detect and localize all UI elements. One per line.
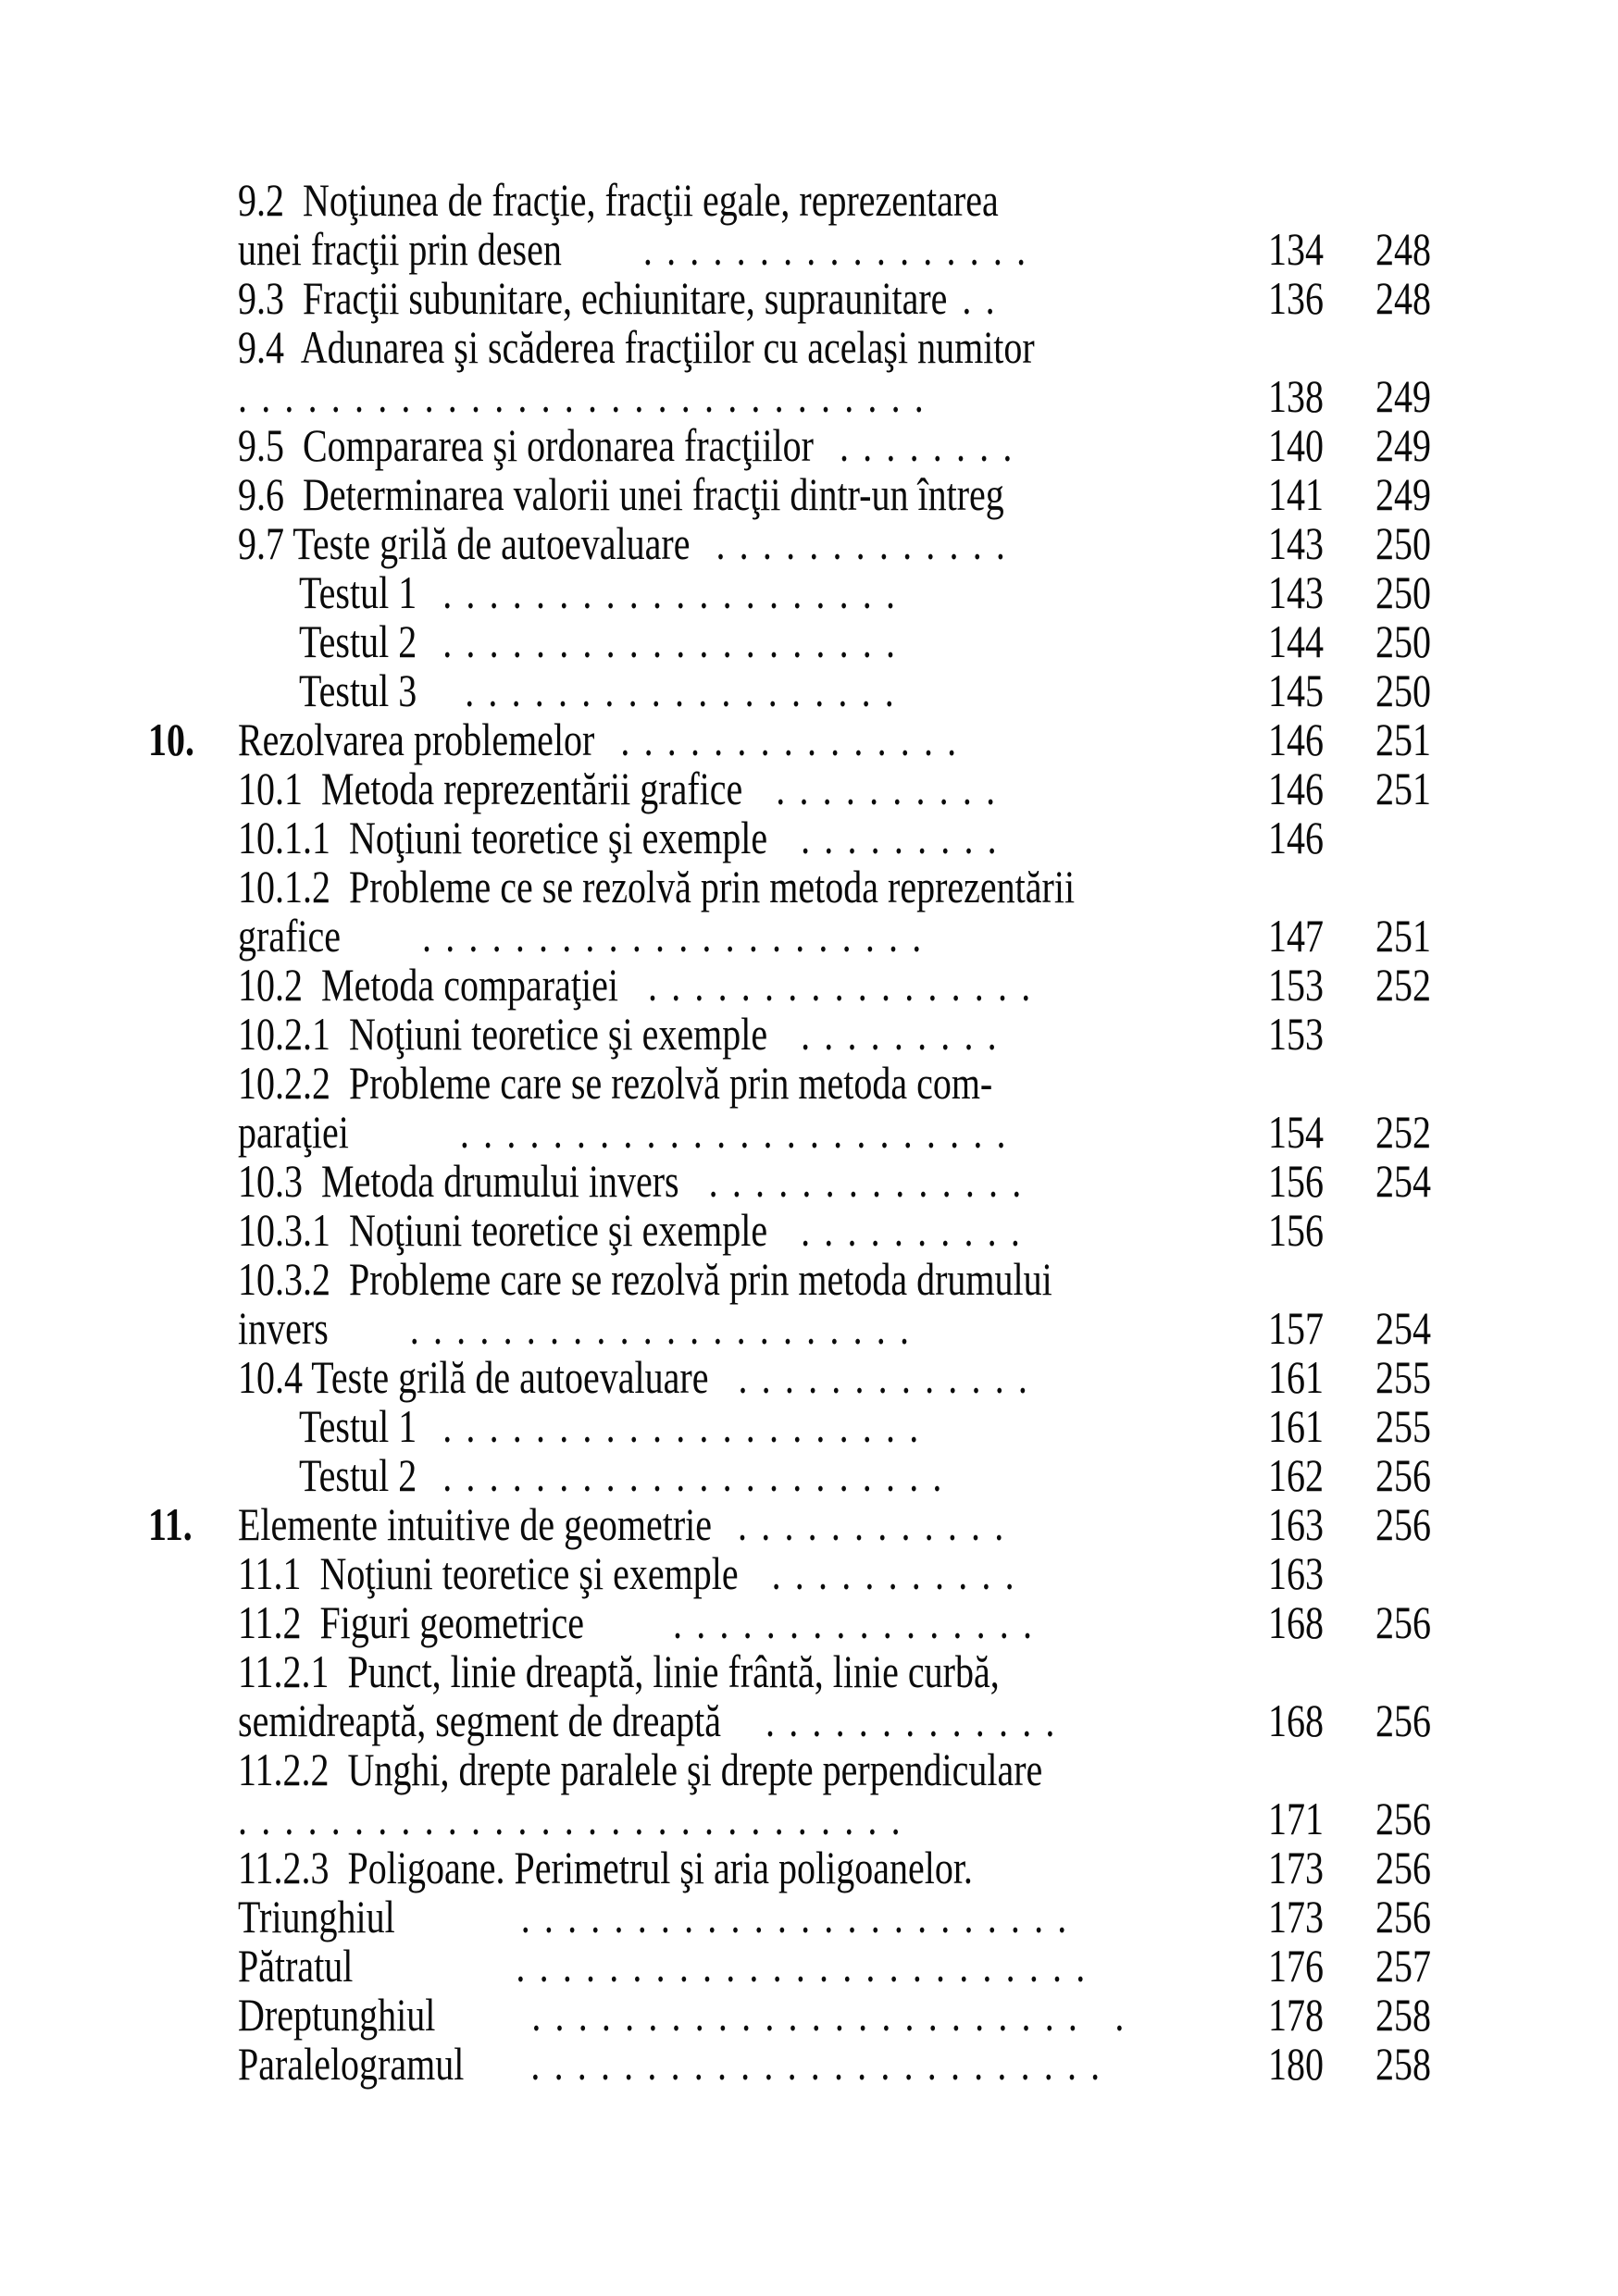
dot-leader: .............................	[238, 1793, 915, 1844]
toc-entry-text: 10.2 Metoda comparaţiei	[238, 959, 618, 1011]
page-number-col2: 254	[1375, 1302, 1431, 1354]
page-number-col2: 254	[1375, 1155, 1431, 1207]
toc-line	[238, 1696, 1069, 1745]
toc-row	[0, 323, 1618, 372]
toc-row	[0, 1549, 1618, 1598]
page-number-col2: 256	[1375, 1842, 1431, 1893]
page-number-col1: 134	[1268, 223, 1324, 275]
toc-row	[0, 666, 1618, 715]
page-number-col1: 163	[1268, 1547, 1324, 1599]
page-number-col1: 143	[1268, 566, 1324, 618]
toc-entry-text: 11.2.1 Punct, linie dreaptă, linie frântă, linie curbă,	[238, 1645, 1000, 1697]
dot-leader: ....................	[442, 566, 910, 618]
page-number-col2: 248	[1375, 223, 1431, 275]
dot-leader: ............	[738, 1498, 1018, 1550]
page-number-col2: 255	[1375, 1351, 1431, 1403]
page-number-col1: 168	[1268, 1694, 1324, 1746]
page-number-col2: 256	[1375, 1793, 1431, 1844]
toc-row	[0, 274, 1618, 323]
page-number-col2: 258	[1375, 1989, 1431, 2041]
toc-line	[238, 715, 970, 764]
dot-leader: ........................	[459, 1106, 1020, 1158]
toc-row	[0, 617, 1618, 666]
toc-row	[0, 372, 1618, 421]
dot-leader: .................	[642, 223, 1040, 275]
toc-entry-text: 10.2.1 Noţiuni teoretice şi exemple	[238, 1008, 768, 1060]
toc-row	[0, 1647, 1618, 1696]
page-number-col2: 255	[1375, 1400, 1431, 1452]
page-number-col1: 161	[1268, 1400, 1324, 1452]
dot-leader: ........................ .	[531, 1989, 1139, 2041]
toc-row	[0, 470, 1618, 519]
page-number-col1: 163	[1268, 1498, 1324, 1550]
toc-line	[299, 1451, 956, 1500]
dot-leader: ......................	[409, 1302, 924, 1354]
toc-row	[0, 2040, 1618, 2089]
toc-row	[0, 519, 1618, 568]
toc-line	[238, 1010, 1011, 1059]
page-number-col1: 153	[1268, 959, 1324, 1011]
page-number-col1: 156	[1268, 1155, 1324, 1207]
toc-row	[0, 1598, 1618, 1647]
page-number-col2: 250	[1375, 566, 1431, 618]
toc-line	[299, 1402, 932, 1451]
page-number-col2: 248	[1375, 272, 1431, 324]
toc-entry-text: 10.3 Metoda drumului invers	[238, 1155, 679, 1207]
page-number-col2: 249	[1375, 419, 1431, 471]
page-number-col1: 173	[1268, 1891, 1324, 1942]
page-number-col1: 176	[1268, 1940, 1324, 1992]
page-number-col1: 138	[1268, 370, 1324, 422]
page-number-col2: 250	[1375, 517, 1431, 569]
page-number-col1: 180	[1268, 2038, 1324, 2090]
toc-entry-text: 11.2.3 Poligoane. Perimetrul şi aria poligoanelor.	[238, 1842, 973, 1893]
toc-row	[0, 1206, 1618, 1255]
toc-entry-text: 11.2 Figuri geometrice	[238, 1596, 584, 1648]
toc-line	[238, 1598, 1046, 1647]
toc-line	[238, 1059, 992, 1108]
toc-entry-text: Testul 2	[299, 1449, 417, 1501]
page-number-col1: 162	[1268, 1449, 1324, 1501]
dot-leader: .............	[738, 1351, 1042, 1403]
toc-entry-text: 9.4 Adunarea şi scăderea fracţiilor cu acelaşi numitor	[238, 321, 1035, 373]
toc-entry-text: Testul 1	[299, 1400, 417, 1452]
dot-leader: ..	[962, 272, 1009, 324]
page-number-col2: 252	[1375, 959, 1431, 1011]
toc-entry-text: 9.6 Determinarea valorii unei fracţii dintr-un întreg	[238, 468, 1004, 520]
dot-leader: ..........	[801, 1204, 1035, 1256]
toc-line	[238, 372, 938, 421]
toc-entry-text: 10.3.1 Noţiuni teoretice şi exemple	[238, 1204, 768, 1256]
toc-row	[0, 1010, 1618, 1059]
dot-leader: ........................	[520, 1891, 1081, 1942]
toc-entry-text: 9.7 Teste grilă de autoevaluare	[238, 517, 691, 569]
toc-line	[238, 1843, 973, 1893]
dot-leader: .....................	[442, 1400, 933, 1452]
page-number-col2: 258	[1375, 2038, 1431, 2090]
toc-line	[238, 1745, 1042, 1794]
toc-row	[0, 1402, 1618, 1451]
page-number-col1: 147	[1268, 910, 1324, 962]
toc-row	[0, 961, 1618, 1010]
toc-entry-text: Triunghiul	[238, 1891, 395, 1942]
toc-entry-text: 11.1 Noţiuni teoretice şi exemple	[238, 1547, 739, 1599]
toc-row	[0, 568, 1618, 617]
toc-line	[299, 617, 909, 666]
page-number-col2: 256	[1375, 1449, 1431, 1501]
toc-row	[0, 1991, 1618, 2040]
toc-row	[0, 764, 1618, 813]
page-number-col2: 249	[1375, 468, 1431, 520]
toc-row	[0, 1157, 1618, 1206]
toc-line	[238, 961, 1044, 1010]
toc-row	[0, 912, 1618, 961]
toc-row	[0, 1059, 1618, 1108]
dot-leader: ......................	[422, 910, 936, 962]
toc-entry-text: grafice	[238, 910, 342, 962]
toc-line	[299, 666, 908, 715]
page-number-col2: 256	[1375, 1498, 1431, 1550]
dot-leader: .............	[765, 1694, 1069, 1746]
toc-line	[238, 813, 1011, 863]
toc-line	[238, 470, 1004, 519]
toc-entry-text: 10.1 Metoda reprezentării grafice	[238, 763, 743, 814]
page-number-col2: 250	[1375, 664, 1431, 716]
toc-row	[0, 1451, 1618, 1500]
page-number-col1: 146	[1268, 714, 1324, 765]
page-number-col2: 256	[1375, 1596, 1431, 1648]
toc-line	[238, 1500, 1017, 1549]
toc-line	[238, 1255, 1052, 1304]
dot-leader: .........................	[530, 2038, 1114, 2090]
toc-entry-text: 10.1.2 Probleme ce se rezolvă prin metoda reprezentării	[238, 861, 1076, 912]
toc-entry-text: Dreptunghiul	[238, 1989, 436, 2041]
toc-line	[238, 1794, 915, 1843]
toc-line	[238, 1157, 1035, 1206]
toc-line	[299, 568, 909, 617]
toc-entry-text: Testul 2	[299, 615, 417, 667]
dot-leader: .........	[801, 1008, 1011, 1060]
page-number-col1: 153	[1268, 1008, 1324, 1060]
toc-row	[0, 1304, 1618, 1353]
toc-line	[238, 323, 1035, 372]
toc-line	[238, 1942, 1099, 1991]
page-number-col1: 154	[1268, 1106, 1324, 1158]
toc-row	[0, 1745, 1618, 1794]
toc-row	[0, 715, 1618, 764]
page-number-col2: 251	[1375, 714, 1431, 765]
page-number-col1: 178	[1268, 1989, 1324, 2041]
toc-row	[0, 1255, 1618, 1304]
page-number-col2: 257	[1375, 1940, 1431, 1992]
toc-line	[238, 176, 999, 225]
page-number-col2: 250	[1375, 615, 1431, 667]
page-number-col1: 161	[1268, 1351, 1324, 1403]
toc-row	[0, 1794, 1618, 1843]
dot-leader: ..........	[776, 763, 1010, 814]
toc-entry-text: 9.5 Compararea şi ordonarea fracţiilor	[238, 419, 814, 471]
toc-entry-text: 10.3.2 Probleme care se rezolvă prin metoda drumului	[238, 1253, 1052, 1305]
toc-row	[0, 1942, 1618, 1991]
toc-entry-text: Paralelogramul	[238, 2038, 465, 2090]
toc-line	[238, 1206, 1034, 1255]
toc-entry-text: 10.4 Teste grilă de autoevaluare	[238, 1351, 709, 1403]
toc-entry-text: 9.3 Fracţii subunitare, echiunitare, supraunitare	[238, 272, 948, 324]
toc-line	[238, 764, 1009, 813]
toc-line	[238, 274, 1009, 323]
chapter-number: 10.	[148, 714, 194, 765]
dot-leader: .................	[647, 959, 1045, 1011]
page-number-col1: 173	[1268, 1842, 1324, 1893]
page-number-col1: 141	[1268, 468, 1324, 520]
page-number-col1: 140	[1268, 419, 1324, 471]
toc-line	[238, 1893, 1080, 1942]
page-number-col1: 143	[1268, 517, 1324, 569]
dot-leader: ..............	[708, 1155, 1036, 1207]
toc-line	[238, 1991, 1139, 2040]
toc-line	[238, 1647, 1000, 1696]
toc-entry-text: Elemente intuitive de geometrie	[238, 1498, 713, 1550]
toc-row	[0, 813, 1618, 863]
toc-line	[238, 421, 1027, 470]
dot-leader: .............	[716, 517, 1020, 569]
page-number-col2: 256	[1375, 1694, 1431, 1746]
page-number-col1: 136	[1268, 272, 1324, 324]
page-number-col2: 251	[1375, 910, 1431, 962]
dot-leader: ................	[672, 1596, 1047, 1648]
toc-entry-text: invers	[238, 1302, 329, 1354]
page-number-col2: 251	[1375, 763, 1431, 814]
toc-row	[0, 1108, 1618, 1157]
dot-leader: ...................	[465, 664, 908, 716]
toc-entry-text: Testul 3	[299, 664, 417, 716]
toc-entry-text: 11.2.2 Unghi, drepte paralele şi drepte perpendiculare	[238, 1744, 1043, 1795]
dot-leader: .........................	[516, 1940, 1100, 1992]
toc-line	[238, 912, 935, 961]
toc-line	[238, 1108, 1020, 1157]
toc-list	[0, 176, 1618, 2089]
dot-leader: ...........	[771, 1547, 1028, 1599]
toc-entry-text: Rezolvarea problemelor	[238, 714, 595, 765]
toc-line	[238, 2040, 1114, 2089]
toc-line	[238, 1304, 923, 1353]
toc-entry-text: Testul 1	[299, 566, 417, 618]
toc-entry-text: 9.2 Noţiunea de fracţie, fracţii egale, reprezentarea	[238, 174, 999, 226]
page-number-col1: 146	[1268, 763, 1324, 814]
toc-line	[238, 519, 1019, 568]
chapter-number: 11.	[148, 1498, 193, 1550]
page-number-col1: 144	[1268, 615, 1324, 667]
toc-row	[0, 176, 1618, 225]
page-number-col1: 157	[1268, 1302, 1324, 1354]
toc-row	[0, 421, 1618, 470]
page-number-col2: 256	[1375, 1891, 1431, 1942]
dot-leader: .........	[801, 812, 1011, 863]
toc-entry-text: unei fracţii prin desen	[238, 223, 562, 275]
toc-entry-text: semidreaptă, segment de dreaptă	[238, 1694, 721, 1746]
page-number-col1: 145	[1268, 664, 1324, 716]
toc-entry-text: 10.1.1 Noţiuni teoretice şi exemple	[238, 812, 768, 863]
page-number-col1: 168	[1268, 1596, 1324, 1648]
toc-row	[0, 225, 1618, 274]
toc-row	[0, 1696, 1618, 1745]
toc-line	[238, 225, 1039, 274]
toc-line	[238, 1549, 1028, 1598]
dot-leader: ........	[839, 419, 1027, 471]
page-number-col1: 156	[1268, 1204, 1324, 1256]
toc-line	[238, 863, 1075, 912]
dot-leader: ....................	[442, 615, 910, 667]
page-number-col1: 171	[1268, 1793, 1324, 1844]
toc-entry-text: 10.2.2 Probleme care se rezolvă prin metoda com-	[238, 1057, 993, 1109]
toc-line	[238, 1353, 1041, 1402]
toc-row	[0, 1843, 1618, 1893]
toc-row	[0, 1353, 1618, 1402]
dot-leader: ..............................	[238, 370, 938, 422]
toc-row	[0, 863, 1618, 912]
toc-entry-text: Pătratul	[238, 1940, 354, 1992]
dot-leader: ...............	[620, 714, 971, 765]
dot-leader: ......................	[442, 1449, 956, 1501]
page-number-col2: 249	[1375, 370, 1431, 422]
toc-row	[0, 1893, 1618, 1942]
toc-entry-text: paraţiei	[238, 1106, 349, 1158]
page-number-col2: 252	[1375, 1106, 1431, 1158]
toc-row	[0, 1500, 1618, 1549]
page-number-col1: 146	[1268, 812, 1324, 863]
